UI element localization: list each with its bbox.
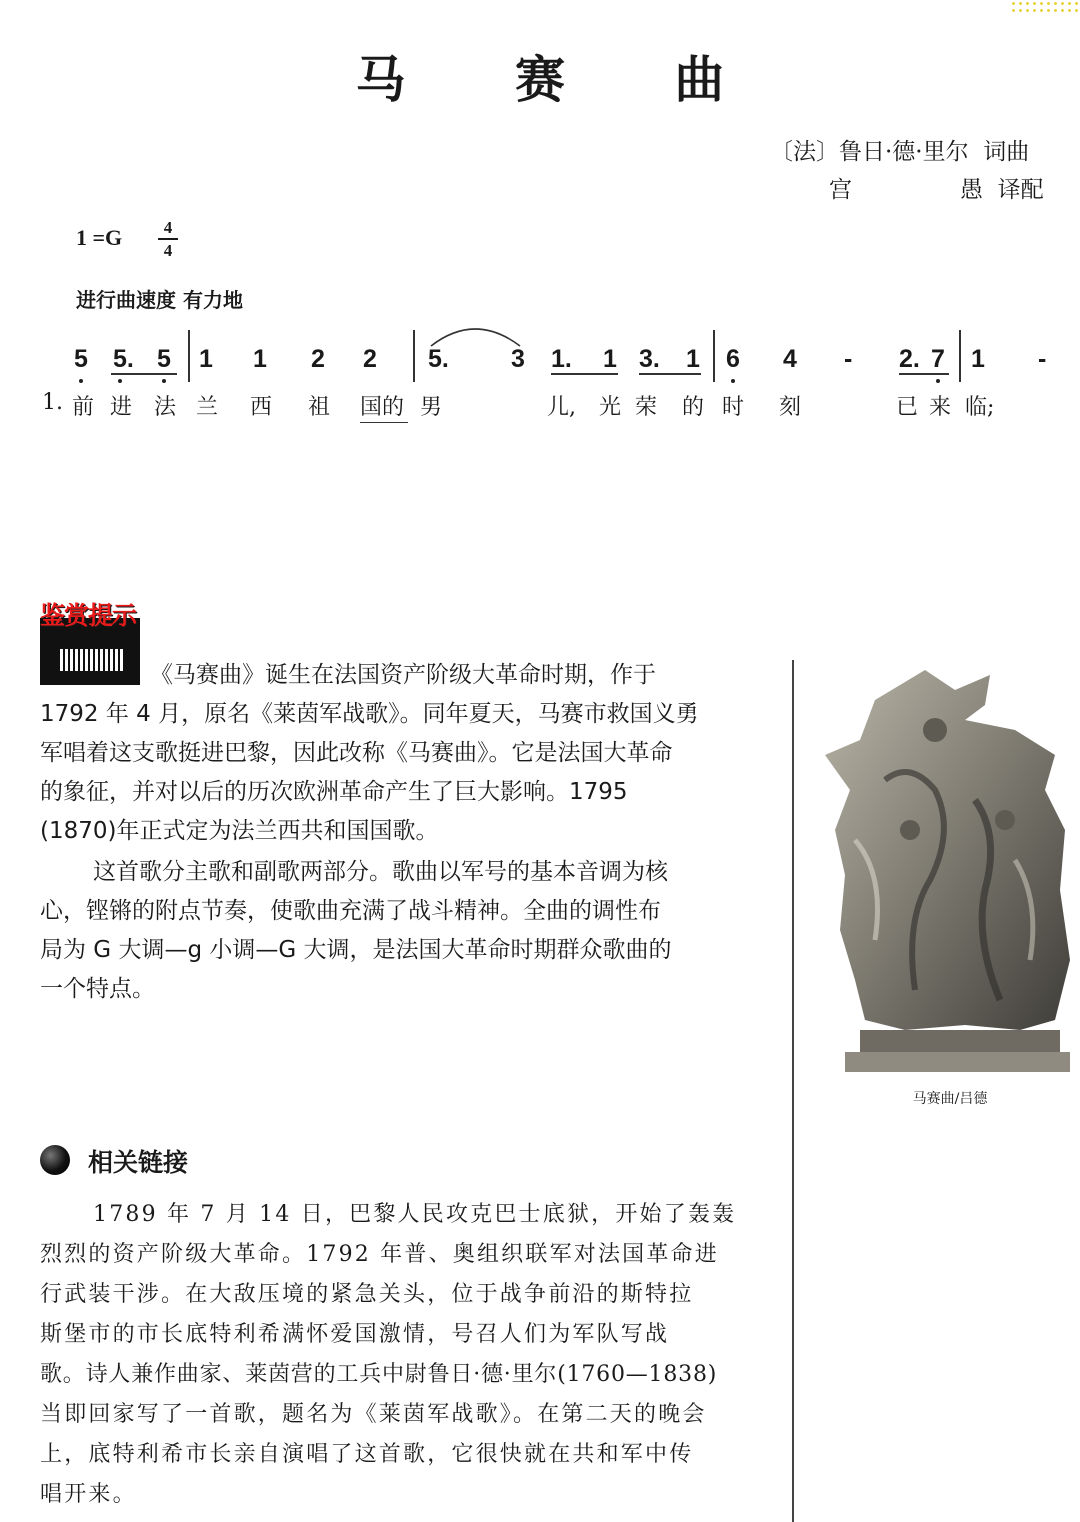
key-signature: 1 =G <box>76 225 123 250</box>
appreciation-line: 的象征，并对以后的历次欧洲革命产生了巨大影响。1795 <box>40 779 628 805</box>
bullet-icon <box>40 1145 70 1175</box>
lyric-syllable: 兰 <box>196 395 219 420</box>
lyric-syllable: 临; <box>965 395 995 420</box>
lyric-syllable: 的 <box>682 395 705 420</box>
barline <box>959 330 961 382</box>
score-note: 5 <box>157 345 171 373</box>
related-line: 上，底特利希市长亲自演唱了这首歌，它很快就在共和军中传 <box>40 1442 694 1467</box>
tempo-marking: 进行曲速度 有力地 <box>76 288 243 312</box>
credit-composer: 〔法〕鲁日·德·里尔 词曲 <box>770 139 1030 165</box>
appreciation-line: 心，铿锵的附点节奏，使歌曲充满了战斗精神。全曲的调性布 <box>40 898 661 924</box>
score-dash: - <box>1038 345 1047 373</box>
beam <box>551 373 618 375</box>
score-note: 2. <box>899 345 920 373</box>
score-note: 1. <box>551 345 572 373</box>
badge-label: 鉴赏提示 <box>40 595 140 637</box>
tie-arc <box>428 322 523 348</box>
column-divider <box>792 660 794 1522</box>
lyric-syllable: 法 <box>154 395 177 420</box>
lyric-syllable: 光 <box>599 395 622 420</box>
related-line: 唱开来。 <box>40 1482 137 1507</box>
score-note: 1 <box>253 345 267 373</box>
corner-decoration <box>1010 0 1080 14</box>
appreciation-line: 一个特点。 <box>40 976 155 1002</box>
time-denominator: 4 <box>163 241 173 260</box>
lyric-syllable: 已 <box>896 395 919 420</box>
related-line: 烈烈的资产阶级大革命。1792 年普、奥组织联军对法国革命进 <box>40 1242 719 1267</box>
lyric-underline <box>360 422 408 423</box>
score-note: 2 <box>363 345 377 373</box>
score-note: 1 <box>971 345 985 373</box>
related-heading: 相关链接 <box>88 1148 189 1177</box>
lyric-syllable: 西 <box>250 395 273 420</box>
appreciation-line: 1792 年 4 月，原名《莱茵军战歌》。同年夏天，马赛市救国义勇 <box>40 701 699 727</box>
barline <box>188 330 190 382</box>
image-caption: 马赛曲/吕德 <box>912 1091 988 1107</box>
beam <box>639 373 701 375</box>
score-note: 5. <box>428 345 449 373</box>
score-note: 4 <box>783 345 797 373</box>
related-line: 歌。诗人兼作曲家、莱茵营的工兵中尉鲁日·德·里尔(1760—1838) <box>40 1362 718 1387</box>
appreciation-line: 军唱着这支歌挺进巴黎，因此改称《马赛曲》。它是法国大革命 <box>40 740 673 766</box>
appreciation-badge <box>40 595 140 687</box>
score-dash: - <box>844 345 853 373</box>
appreciation-line: 《马赛曲》诞生在法国资产阶级大革命时期，作于 <box>150 662 656 688</box>
time-signature <box>158 218 178 260</box>
page-title: 马 赛 曲 <box>355 50 771 109</box>
related-line: 斯堡市的市长底特利希满怀爱国激情，号召人们为军队写战 <box>40 1322 670 1347</box>
octave-dot <box>118 379 122 383</box>
score-note: 6 <box>726 345 740 373</box>
related-line: 当即回家写了一首歌，题名为《莱茵军战歌》。在第二天的晚会 <box>40 1402 707 1427</box>
octave-dot <box>79 379 83 383</box>
appreciation-line: (1870)年正式定为法兰西共和国国歌。 <box>40 818 439 844</box>
score-note: 7 <box>931 345 945 373</box>
octave-dot <box>936 379 940 383</box>
related-line: 行武装干涉。在大敌压境的紧急关头，位于战争前沿的斯特拉 <box>40 1282 694 1307</box>
score-note: 5. <box>113 345 134 373</box>
score-note: 3. <box>639 345 660 373</box>
lyric-syllable: 前 <box>72 395 95 420</box>
sculpture-image <box>815 660 1075 1085</box>
lyric-syllable: 刻 <box>779 395 802 420</box>
score-note: 2 <box>311 345 325 373</box>
score-note: 1 <box>199 345 213 373</box>
lyric-syllable: 荣 <box>635 395 658 420</box>
appreciation-line: 局为 G 大调—g 小调—G 大调，是法国大革命时期群众歌曲的 <box>40 937 672 963</box>
lyric-syllable: 时 <box>722 395 745 420</box>
beam <box>111 373 177 375</box>
octave-dot <box>162 379 166 383</box>
keyboard-icon <box>40 637 140 685</box>
lyric-syllable: 男 <box>420 395 443 420</box>
credit-translator-surname: 宫 <box>829 177 852 203</box>
related-line: 1789 年 7 月 14 日，巴黎人民攻克巴士底狱，开始了轰轰 <box>93 1202 737 1227</box>
lyric-syllable: 祖 <box>308 395 331 420</box>
lyric-syllable: 进 <box>110 395 133 420</box>
barline <box>713 330 715 382</box>
time-numerator: 4 <box>163 218 173 237</box>
score-note: 1 <box>603 345 617 373</box>
beam <box>899 373 949 375</box>
credit-translator: 愚 译配 <box>960 177 1044 203</box>
barline <box>413 330 415 382</box>
verse-number: 1. <box>42 390 63 415</box>
score-note: 5 <box>74 345 88 373</box>
lyric-syllable: 国的 <box>360 395 405 420</box>
score-note: 3 <box>511 345 525 373</box>
lyric-syllable: 来 <box>929 395 952 420</box>
octave-dot <box>731 379 735 383</box>
score-note: 1 <box>686 345 700 373</box>
lyric-syllable: 儿, <box>547 395 576 420</box>
appreciation-line: 这首歌分主歌和副歌两部分。歌曲以军号的基本音调为核 <box>93 859 668 885</box>
